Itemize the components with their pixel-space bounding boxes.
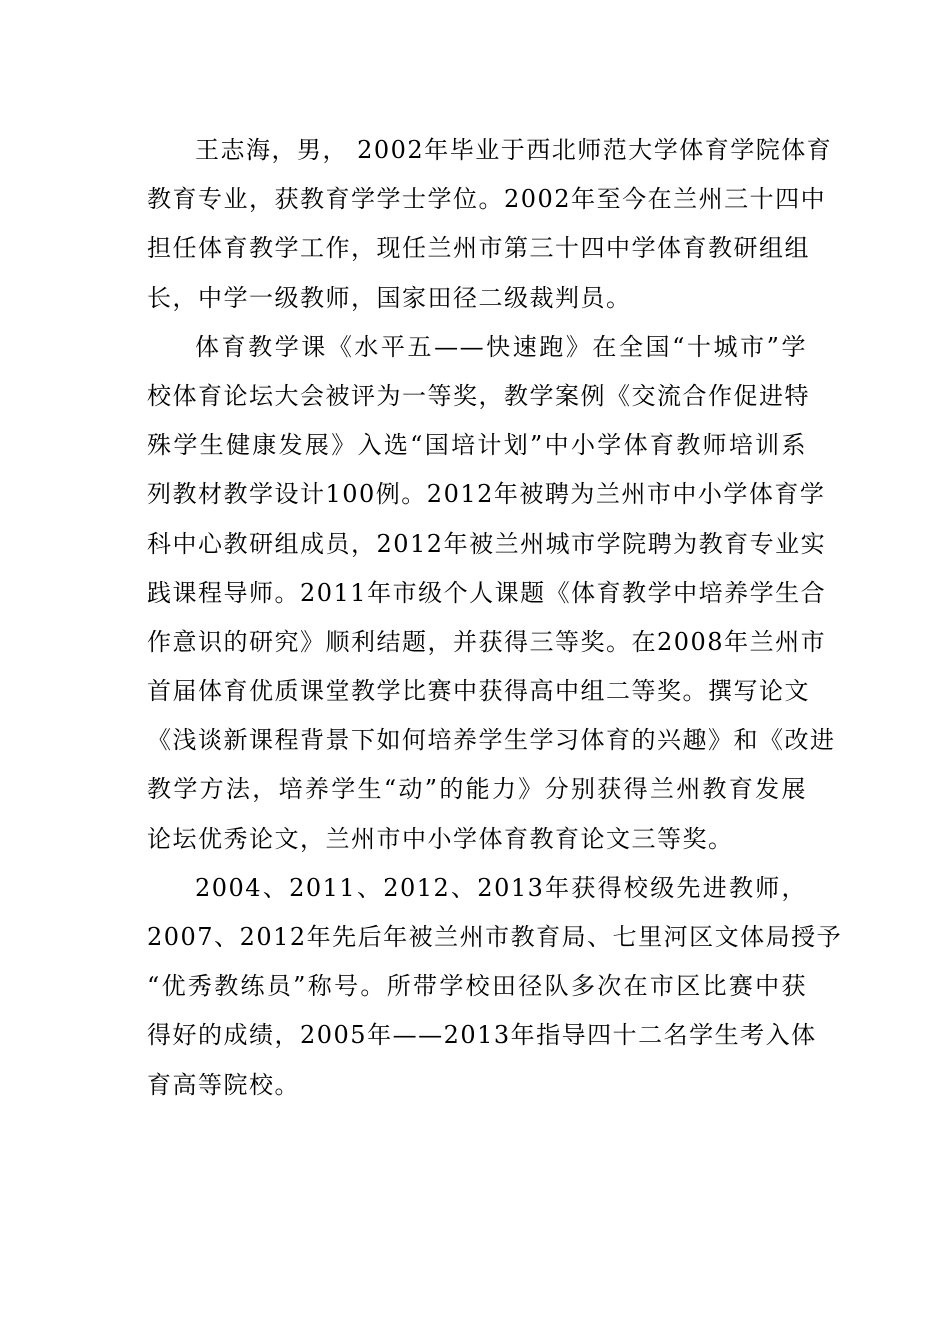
paragraph-2-line-7: 作意识的研究》顺利结题，并获得三等奖。在2008年兰州市 (147, 627, 827, 656)
paragraph-3-line-4: 得好的成绩，2005年——2013年指导四十二名学生考入体 (147, 1021, 817, 1050)
paragraph-2-line-6: 践课程导师。2011年市级个人课题《体育教学中培养学生合 (147, 578, 827, 607)
document-body (147, 126, 843, 1110)
paragraph-2-line-10: 教学方法，培养学生“动”的能力》分别获得兰州教育发展 (147, 775, 807, 804)
paragraph-3-line-3: “优秀教练员”称号。所带学校田径队多次在市区比赛中获 (147, 972, 807, 1001)
paragraph-2-line-9: 《浅谈新课程背景下如何培养学生学习体育的兴趣》和《改进 (147, 726, 836, 755)
paragraph-3-line-2: 2007、2012年先后年被兰州市教育局、七里河区文体局授予 (147, 923, 843, 951)
paragraph-2-line-2: 校体育论坛大会被评为一等奖，教学案例《交流合作促进特 (147, 381, 810, 410)
paragraph-3-line-5: 育高等院校。 (147, 1070, 300, 1099)
paragraph-2-line-4: 列教材教学设计100例。2012年被聘为兰州市中小学体育学 (147, 480, 826, 509)
paragraph-1-line-2: 教育专业，获教育学学士学位。2002年至今在兰州三十四中 (147, 185, 827, 214)
paragraph-2-line-3: 殊学生健康发展》入选“国培计划”中小学体育教师培训系 (147, 431, 807, 460)
paragraph-2-line-8: 首届体育优质课堂教学比赛中获得高中组二等奖。撰写论文 (147, 677, 810, 706)
paragraph-1-line-4: 长，中学一级教师，国家田径二级裁判员。 (147, 283, 632, 312)
paragraph-2-line-1: 体育教学课《水平五——快速跑》在全国“十城市”学 (195, 332, 807, 361)
paragraph-2-line-5: 科中心教研组成员，2012年被兰州城市学院聘为教育专业实 (147, 529, 827, 558)
paragraph-1-line-3: 担任体育教学工作，现任兰州市第三十四中学体育教研组组 (147, 234, 810, 263)
paragraph-2-line-11: 论坛优秀论文，兰州市中小学体育教育论文三等奖。 (147, 824, 734, 853)
paragraph-1-line-1: 王志海，男， 2002年毕业于西北师范大学体育学院体育 (195, 136, 833, 164)
paragraph-3-line-1: 2004、2011、2012、2013年获得校级先进教师， (195, 873, 807, 902)
